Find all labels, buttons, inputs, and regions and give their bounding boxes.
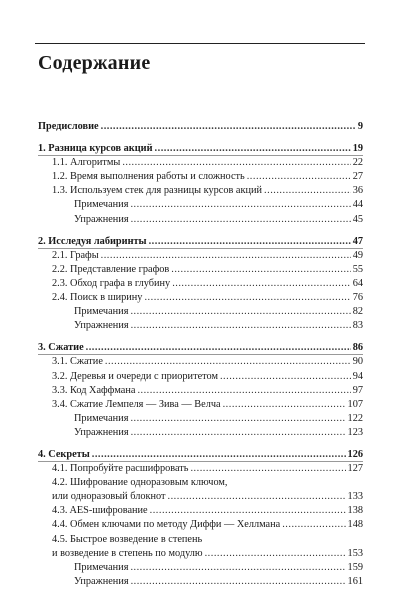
toc-entry-label: Предисловие [38, 121, 99, 132]
toc-dot-leader [101, 249, 351, 263]
toc-entry-label: 3.3. Код Хаффмана [52, 384, 136, 396]
toc-entry[interactable] [38, 291, 363, 305]
section-gap [38, 134, 363, 142]
toc-entry[interactable] [38, 341, 363, 355]
toc-dot-leader [168, 490, 346, 504]
toc-entry-label: 2.2. Представление графов [52, 263, 170, 275]
toc-dot-leader [150, 504, 346, 518]
toc-entry-label: Упражнения [74, 213, 129, 225]
toc-entry[interactable] [38, 277, 363, 291]
toc-entry-label: 4. Секреты [38, 448, 90, 460]
toc-entry-label: 4.5. Быстрое возведение в степень [52, 533, 203, 545]
toc-page-number: 27 [352, 171, 363, 183]
toc-entry-label: Упражнения [74, 320, 129, 332]
toc-dot-leader [131, 213, 351, 227]
toc-dot-leader [92, 448, 346, 462]
toc-entry[interactable] [38, 384, 363, 398]
toc-page-number: 86 [352, 342, 363, 354]
toc-entry[interactable] [38, 490, 363, 504]
toc-dot-leader [105, 355, 351, 369]
toc-entry-label: 4.4. Обмен ключами по методу Диффи — Хеллмана [52, 519, 281, 531]
toc-entry-label: 3.2. Деревья и очереди с приоритетом [52, 370, 218, 382]
toc-page-number: 153 [347, 547, 363, 559]
toc-entry-label: Примечания [74, 412, 129, 424]
toc-entry-label: 2.3. Обход графа в глубину [52, 277, 171, 289]
toc-entry[interactable] [38, 448, 363, 462]
toc-entry[interactable] [38, 156, 363, 170]
section-gap [38, 227, 363, 235]
toc-entry-label: Примечания [74, 199, 129, 211]
toc-entry[interactable] [38, 426, 363, 440]
toc-entry-label: 1.1. Алгоритмы [52, 157, 121, 169]
toc-dot-leader [130, 412, 345, 426]
toc-entry[interactable] [38, 561, 363, 575]
toc-dot-leader [131, 575, 346, 589]
table-of-contents [38, 120, 363, 589]
toc-page-number: 19 [352, 143, 363, 155]
toc-entry-label: Примечания [74, 561, 129, 573]
toc-dot-leader [247, 170, 351, 184]
toc-entry-label: или одноразовый блокнот [52, 491, 166, 503]
toc-page-number: 126 [347, 448, 363, 460]
toc-dot-leader [130, 561, 345, 575]
toc-entry-label: 3. Сжатие [38, 342, 84, 354]
toc-entry[interactable] [38, 462, 363, 476]
toc-page-number: 90 [352, 356, 363, 368]
toc-dot-leader [282, 518, 345, 532]
toc-entry[interactable] [38, 319, 363, 333]
toc-entry[interactable] [38, 263, 363, 277]
toc-dot-leader [131, 426, 346, 440]
toc-entry-label: и возведение в степень по модулю [52, 547, 203, 559]
toc-entry-label: 4.2. Шифрование одноразовым ключом, [52, 477, 228, 489]
toc-dot-leader [137, 384, 350, 398]
toc-entry[interactable] [38, 235, 363, 249]
toc-entry[interactable] [38, 547, 363, 561]
toc-entry[interactable] [38, 476, 363, 490]
toc-dot-leader [149, 235, 351, 249]
toc-dot-leader [122, 156, 350, 170]
toc-page-number: 94 [352, 370, 363, 382]
toc-entry[interactable] [38, 170, 363, 184]
toc-dot-leader [172, 277, 351, 291]
toc-page-number: 127 [347, 463, 363, 475]
toc-page-number: 83 [352, 320, 363, 332]
toc-entry[interactable] [38, 184, 363, 198]
toc-entry[interactable] [38, 504, 363, 518]
toc-page-number: 148 [347, 519, 363, 531]
toc-page-number: 49 [352, 249, 363, 261]
toc-page-number: 138 [347, 505, 363, 517]
toc-entry-label: 3.4. Сжатие Лемпеля — Зива — Велча [52, 398, 221, 410]
toc-dot-leader [130, 305, 350, 319]
toc-dot-leader [205, 547, 346, 561]
toc-entry-label: Упражнения [74, 426, 129, 438]
toc-page-number: 9 [357, 121, 363, 132]
toc-page-number: 44 [352, 199, 363, 211]
toc-page-number: 97 [352, 384, 363, 396]
toc-entry[interactable] [38, 249, 363, 263]
toc-entry-label: 3.1. Сжатие [52, 356, 103, 368]
page-title: Содержание [38, 52, 151, 74]
toc-page-number: 64 [352, 277, 363, 289]
toc-page-number: 107 [347, 398, 363, 410]
toc-page-number: 123 [347, 426, 363, 438]
toc-entry-label: 2. Исследуя лабиринты [38, 235, 147, 247]
toc-dot-leader [190, 462, 345, 476]
toc-dot-leader [144, 291, 350, 305]
section-gap [38, 440, 363, 448]
toc-page-number: 55 [352, 263, 363, 275]
toc-dot-leader [131, 319, 351, 333]
toc-entry-label: Упражнения [74, 575, 129, 587]
toc-page-number: 122 [347, 412, 363, 424]
toc-entry-label: Примечания [74, 306, 129, 318]
toc-entry[interactable] [38, 120, 363, 134]
toc-page-number: 76 [352, 292, 363, 304]
section-gap [38, 333, 363, 341]
toc-page-number: 22 [352, 157, 363, 169]
toc-entry[interactable] [38, 412, 363, 426]
toc-entry-label: 2.1. Графы [52, 249, 99, 261]
toc-entry[interactable] [38, 370, 363, 384]
toc-entry-label: 1. Разница курсов акций [38, 143, 153, 155]
toc-page-number: 161 [347, 575, 363, 587]
toc-entry[interactable] [38, 198, 363, 212]
toc-dot-leader [171, 263, 350, 277]
toc-entry-label: 4.3. AES-шифрование [52, 505, 148, 517]
toc-entry-label: 1.2. Время выполнения работы и сложность [52, 171, 245, 183]
toc-dot-leader [264, 184, 351, 198]
toc-dot-leader [101, 120, 356, 134]
toc-dot-leader [220, 370, 351, 384]
toc-entry-label: 4.1. Попробуйте расшифровать [52, 463, 189, 475]
toc-entry[interactable] [38, 142, 363, 156]
toc-page-number: 133 [347, 491, 363, 503]
toc-entry[interactable] [38, 305, 363, 319]
toc-entry[interactable] [38, 213, 363, 227]
toc-entry[interactable] [38, 575, 363, 589]
toc-page-number: 36 [352, 185, 363, 197]
toc-dot-leader [223, 398, 346, 412]
toc-entry-label: 2.4. Поиск в ширину [52, 292, 143, 304]
toc-entry[interactable] [38, 518, 363, 532]
toc-dot-leader [155, 142, 351, 156]
toc-dot-leader [130, 198, 350, 212]
toc-entry-label: 1.3. Используем стек для разницы курсов акций [52, 185, 263, 197]
toc-entry[interactable] [38, 398, 363, 412]
toc-page-number: 159 [347, 561, 363, 573]
toc-page-number: 45 [352, 213, 363, 225]
top-rule [35, 43, 365, 44]
toc-page-number: 82 [352, 306, 363, 318]
toc-dot-leader [86, 341, 351, 355]
toc-entry[interactable] [38, 533, 363, 547]
toc-entry[interactable] [38, 355, 363, 369]
toc-page-number: 47 [352, 235, 363, 247]
